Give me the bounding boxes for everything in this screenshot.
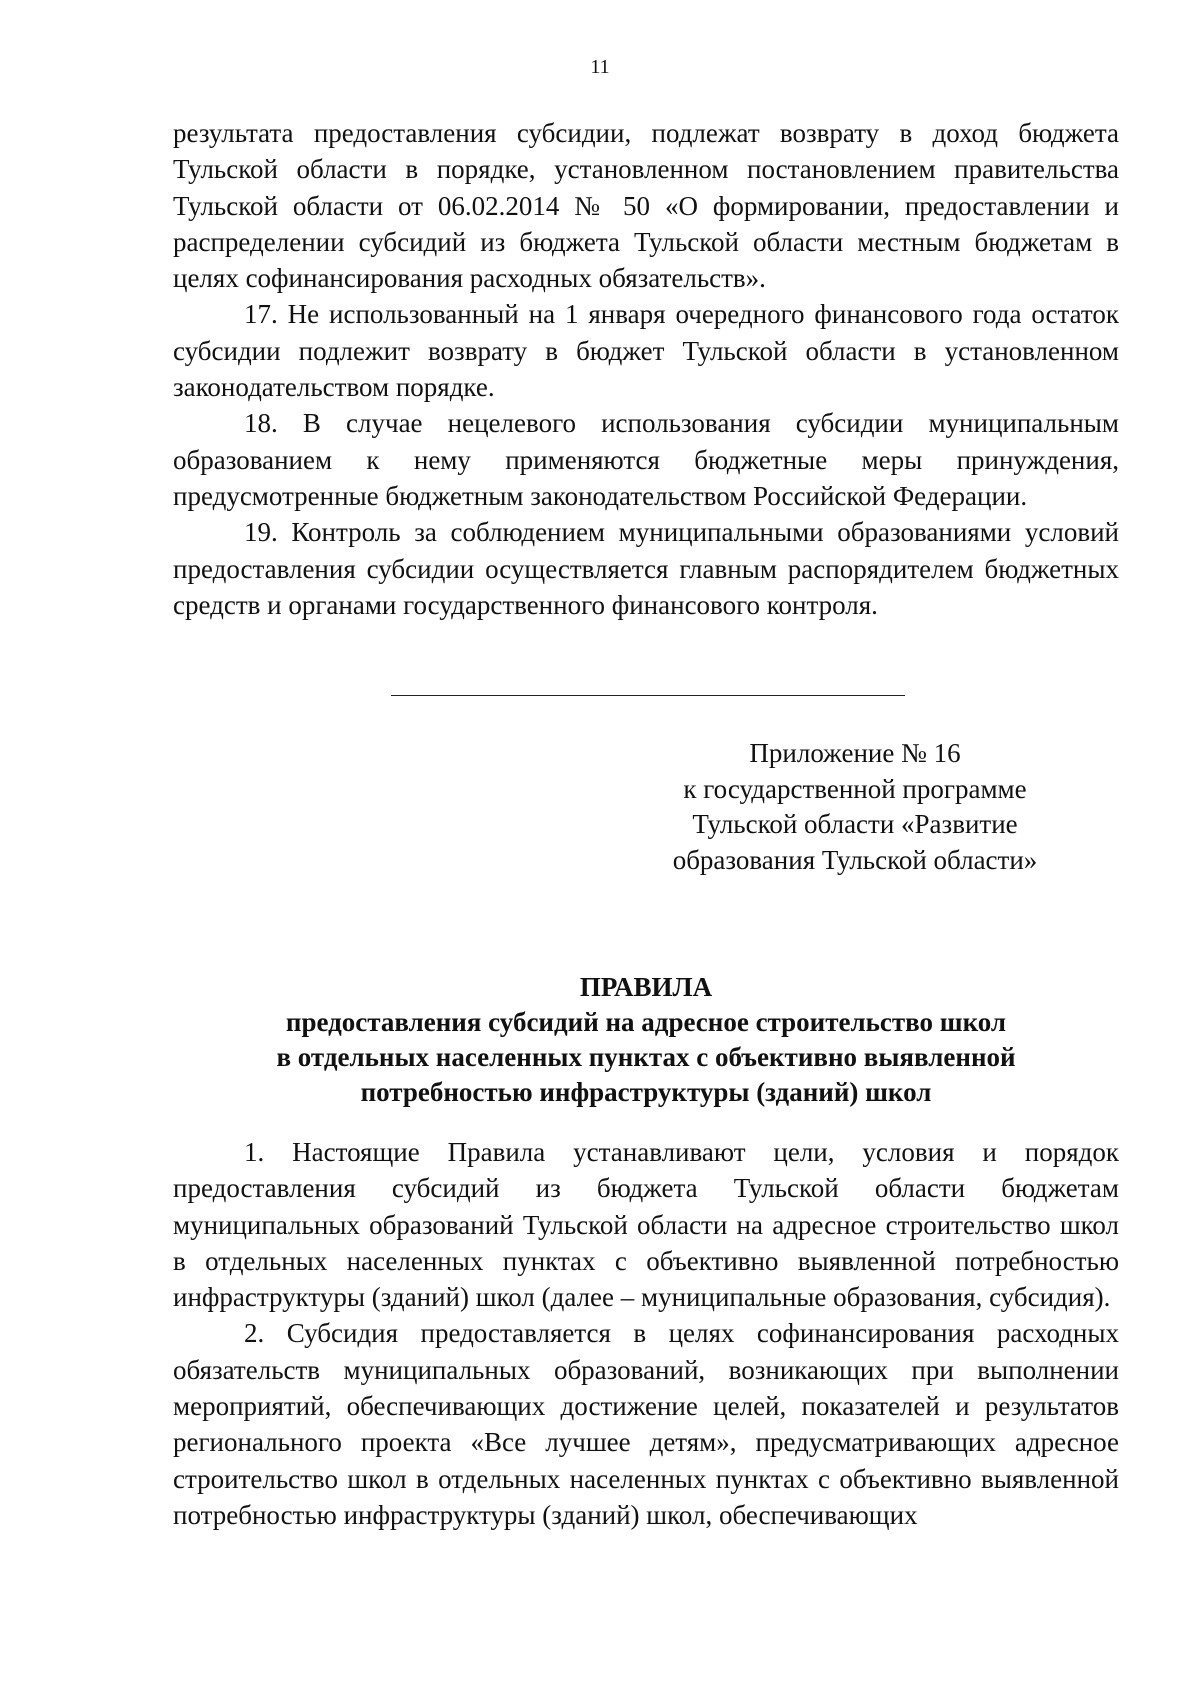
appendix-note [620, 736, 1090, 878]
paragraph-2: 2. Субсидия предоставляется в целях софинансирования расходных обязательств муниципальных образований, возникающих при выполнении мероприятий, обеспечивающих достижение целей, показателей и результатов регионального проекта «Все лучшее детям», предусматривающих адресное строительство школ в отдельных населенных пунктах с объективно выявленной потребностью инфраструктуры (зданий) школ, обеспечивающих [173, 1318, 1119, 1530]
bottom-text-block [173, 1134, 1119, 1533]
paragraph-19: 19. Контроль за соблюдением муниципальными образованиями условий предоставления субсидии осуществляется главным распорядителем бюджетных средств и органами государственного финансового контроля. [173, 517, 1119, 620]
appendix-line: образования Тульской области» [672, 844, 1038, 875]
top-text-block [173, 115, 1119, 623]
rules-heading [173, 970, 1119, 1110]
appendix-line: Приложение № 16 [749, 738, 961, 768]
rules-subtitle-line: потребностью инфраструктуры (зданий) школ [360, 1077, 932, 1107]
rules-title: ПРАВИЛА [579, 972, 713, 1002]
appendix-line: Тульской области «Развитие [692, 809, 1018, 839]
rules-subtitle-line: предоставления субсидий на адресное строительство школ [285, 1007, 1007, 1037]
paragraph-18: 18. В случае нецелевого использования субсидии муниципальным образованием к нему применяются бюджетные меры принуждения, предусмотренные бюджетным законодательством Российской Федерации. [173, 408, 1119, 511]
paragraph-continuation: результата предоставления субсидии, подлежат возврату в доход бюджета Тульской области в порядке, установленном постановлением правительства Тульской области от 06.02.2014 № 50 «О формировании, предоставлении и распределении субсидий из бюджета Тульской области местным бюджетам в целях софинансирования расходных обязательств». [173, 118, 1119, 294]
paragraph-1: 1. Настоящие Правила устанавливают цели, условия и порядок предоставления субсидий из бюджета Тульской области бюджетам муниципальных образований Тульской области на адресное строительство школ в отдельных населенных пунктах с объективно выявленной потребностью инфраструктуры (зданий) школ (далее – муниципальные образования, субсидия). [173, 1137, 1119, 1313]
page-number: 11 [590, 56, 610, 78]
separator-line [391, 695, 905, 696]
paragraph-17: 17. Не использованный на 1 января очередного финансового года остаток субсидии подлежит возврату в бюджет Тульской области в установленном законодательством порядке. [173, 299, 1119, 403]
rules-subtitle-line: в отдельных населенных пунктах с объективно выявленной [276, 1042, 1016, 1072]
appendix-line: к государственной программе [683, 773, 1027, 804]
